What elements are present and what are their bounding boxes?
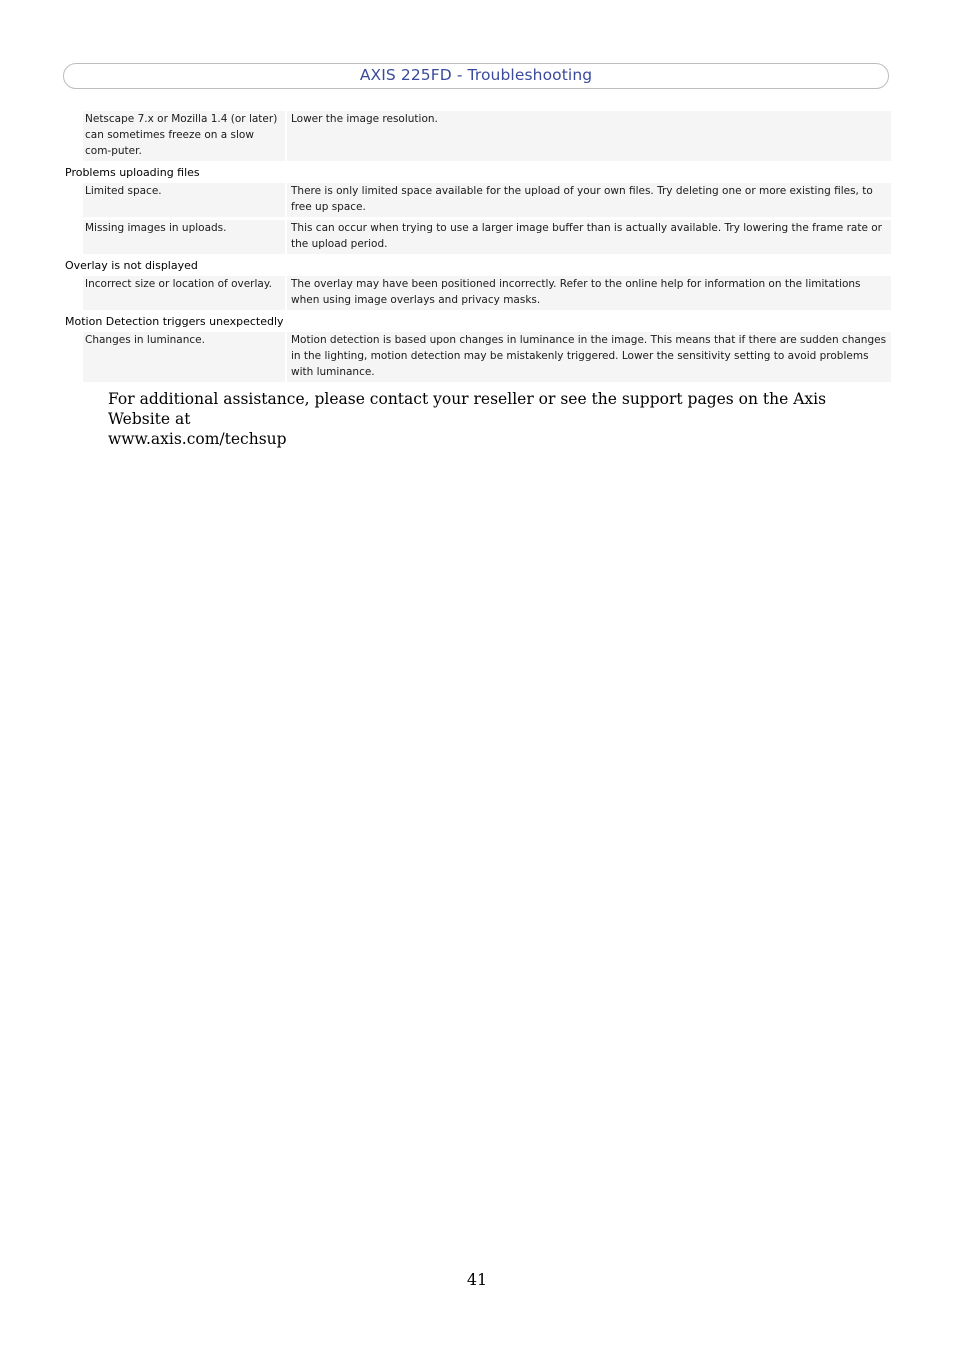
solution-cell: The overlay may have been positioned incorrectly. Refer to the online help for information on the limitations when using image overlays and privacy masks. (287, 276, 891, 310)
table-row (63, 183, 891, 217)
assistance-paragraph (108, 389, 878, 449)
table-row (63, 332, 891, 382)
solution-cell: There is only limited space available for the upload of your own files. Try deleting one or more existing files, to free up space. (287, 183, 891, 217)
section-heading: Problems uploading files (65, 166, 200, 179)
page-title: AXIS 225FD - Troubleshooting (359, 66, 593, 84)
problem-cell: Missing images in uploads. (83, 220, 285, 254)
section-heading: Motion Detection triggers unexpectedly (65, 315, 284, 328)
page-number: 41 (466, 1270, 488, 1289)
table-row (63, 220, 891, 254)
assistance-text: For additional assistance, please contact your reseller or see the support pages on the Axis Website at (108, 390, 827, 428)
problem-cell: Incorrect size or location of overlay. (83, 276, 285, 310)
troubleshooting-table (63, 111, 891, 385)
header-bar (63, 63, 889, 89)
table-row (63, 276, 891, 310)
problem-cell: Netscape 7.x or Mozilla 1.4 (or later) can sometimes freeze on a slow com-puter. (83, 111, 285, 161)
section-heading: Overlay is not displayed (65, 259, 198, 272)
solution-cell: Motion detection is based upon changes in luminance in the image. This means that if there are sudden changes in the lighting, motion detection may be mistakenly triggered. Lower the sensitivity setting to avoid problems with luminance. (287, 332, 891, 382)
support-link[interactable]: www.axis.com/techsup (108, 430, 287, 448)
problem-cell: Changes in luminance. (83, 332, 285, 382)
solution-cell: This can occur when trying to use a larger image buffer than is actually available. Try lowering the frame rate or the upload period. (287, 220, 891, 254)
table-row (63, 111, 891, 161)
solution-cell: Lower the image resolution. (287, 111, 891, 161)
problem-cell: Limited space. (83, 183, 285, 217)
